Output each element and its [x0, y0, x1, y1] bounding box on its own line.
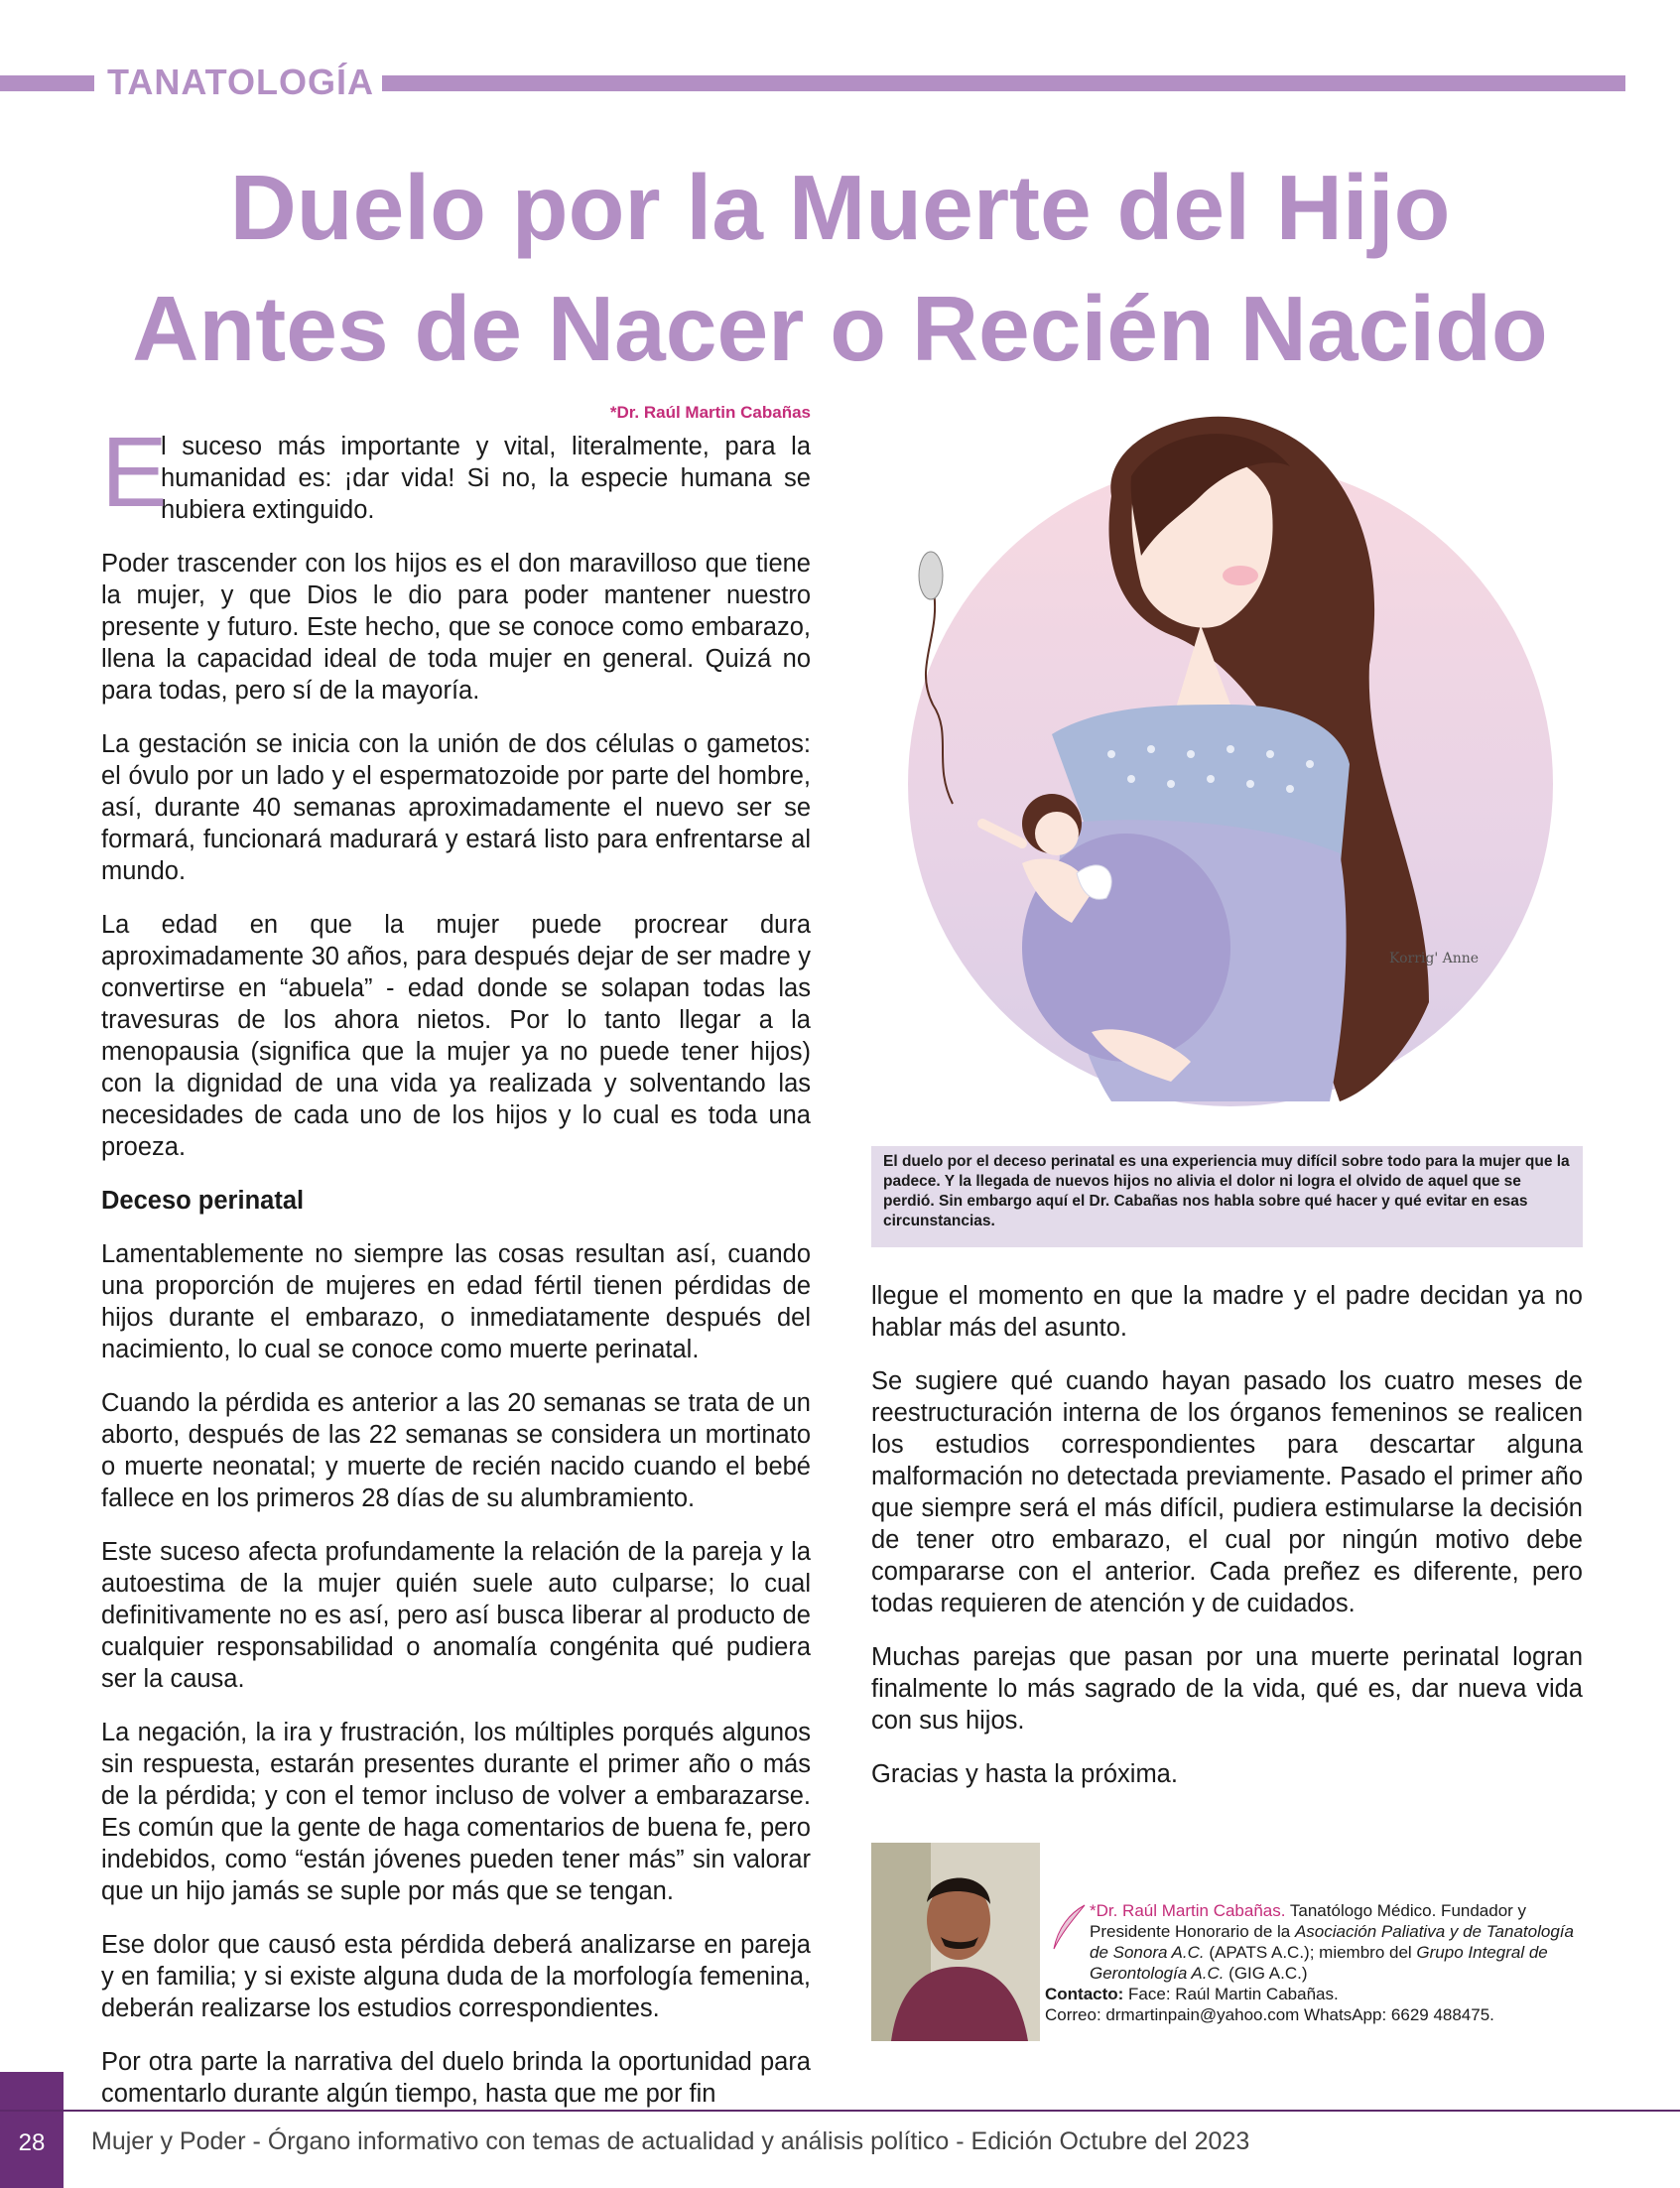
- bio-org: Asociación Paliativa y de Tanatología de Sonora A.C.: [1090, 1922, 1574, 1962]
- title-line-2: Antes de Nacer o Recién Nacido: [132, 277, 1548, 380]
- paragraph: La gestación se inicia con la unión de dos células o gametos: el óvulo por un lado y el espermatozoide por parte del hombre, así, durante 40 semanas aproximadamente el nuevo ser se formará, funcionará madurará y estará listo para enfrentarse al mundo.: [101, 730, 811, 885]
- bio-main: [1045, 1900, 1586, 1984]
- bio-text: (GIG A.C.): [1224, 1964, 1308, 1983]
- intro-paragraph: [101, 417, 811, 528]
- contact-label: Contacto:: [1045, 1985, 1124, 2003]
- paragraph: Se sugiere qué cuando hayan pasado los cuatro meses de reestructuración interna de los órganos femeninos se realicen los estudios correspondientes para descartar alguna malformación no detectada previamente. Pasado el primer año que siempre será el más difícil, pudiera estimularse la decisión de tener otro embarazo, el cual por ningún motivo debe compararse con el anterior. Cada preñez es diferente, pero todas requieren de atención y de cuidados.: [871, 1367, 1583, 1617]
- author-bio: [1045, 1900, 1586, 2025]
- bio-text: (APATS A.C.); miembro del: [1204, 1943, 1417, 1962]
- section-bar-left: [0, 75, 94, 91]
- bio-contact: [1045, 1984, 1586, 2004]
- paragraph: llegue el momento en que la madre y el padre decidan ya no hablar más del asunto.: [871, 1282, 1583, 1342]
- pregnant-woman-illustration: [873, 407, 1583, 1141]
- paragraph: Ese dolor que causó esta pérdida deberá analizarse en pareja y en familia; y si existe alguna duda de la morfología femenina, deberán realizarse los estudios correspondientes.: [101, 1931, 811, 2022]
- footer-divider: [0, 2110, 1680, 2112]
- paragraph: Por otra parte la narrativa del duelo brinda la oportunidad para comentarlo durante algún tiempo, hasta que me por fin: [101, 2048, 811, 2108]
- paragraph: Gracias y hasta la próxima.: [871, 1760, 1178, 1788]
- paragraph: Muchas parejas que pasan por una muerte perinatal logran finalmente lo más sagrado de la vida, qué es, dar nueva vida con sus hijos.: [871, 1643, 1583, 1735]
- drop-cap: E: [101, 417, 168, 528]
- contact-value: Face: Raúl Martin Cabañas.: [1123, 1985, 1339, 2003]
- paragraph: La edad en que la mujer puede procrear dura aproximadamente 30 años, para después dejar de ser madre y convertirse en “abuela” - edad donde se solapan todas las travesuras de los ahora nietos. Por lo tanto llegar a la menopausia (significa que la mujer ya no puede tener hijos) con la dignidad de una vida ya realizada y solventando las necesidades de cada uno de los hijos y lo cual es toda una proeza.: [101, 911, 811, 1161]
- author-photo: [871, 1843, 1040, 2041]
- intro-text: l suceso más importante y vital, literalmente, para la humanidad es: ¡dar vida! Si no, la especie humana se hubiera extinguido.: [161, 433, 811, 524]
- title-line-1: Duelo por la Muerte del Hijo: [229, 156, 1451, 259]
- illustration-signature: Korrig' Anne: [1389, 951, 1480, 966]
- paragraph: Poder trascender con los hijos es el don maravilloso que tiene la mujer, y que Dios le dio para poder mantener nuestro presente y futuro. Este hecho, que se conoce como embarazo, llena la capacidad ideal de toda mujer en general. Quizá no para todas, pero sí de la mayoría.: [101, 550, 811, 705]
- article-title: [60, 147, 1620, 389]
- section-label: TANATOLOGÍA: [99, 62, 382, 103]
- paragraph: Cuando la pérdida es anterior a las 20 semanas se trata de un aborto, después de las 22 semanas se considera un mortinato o muerte neonatal; y muerte de recién nacido cuando el bebé fallece en los primeros 28 días de su alumbramiento.: [101, 1389, 811, 1512]
- section-bar-right: [342, 75, 1625, 91]
- bio-text: Tanatólogo Médico. Fundador y Presidente Honorario de la: [1090, 1901, 1527, 1941]
- illustration-caption: El duelo por el deceso perinatal es una experiencia muy difícil sobre todo para la mujer que la padece. Y la llegada de nuevos hijos no alivia el dolor ni logra el olvido de aquel que se perdió. Sin embargo aquí el Dr. Cabañas nos habla sobre qué hacer y qué evitar en esas circunstancias.: [871, 1146, 1583, 1247]
- author-byline: *Dr. Raúl Martin Cabañas: [609, 403, 811, 422]
- left-column: [101, 403, 811, 2131]
- bio-name: *Dr. Raúl Martin Cabañas.: [1090, 1901, 1286, 1920]
- bio-org: Grupo Integral de Gerontología A.C.: [1090, 1943, 1548, 1983]
- footer-text: Mujer y Poder - Órgano informativo con temas de actualidad y análisis político - Edición Octubre del 2023: [91, 2127, 1250, 2155]
- right-column: [871, 1280, 1583, 1812]
- subheading: Deceso perinatal: [101, 1187, 305, 1215]
- bio-email: Correo: drmartinpain@yahoo.com WhatsApp: 6629 488475.: [1045, 2005, 1494, 2024]
- paragraph: La negación, la ira y frustración, los múltiples porqués algunos sin respuesta, estarán presentes durante el primer año o más de la pérdida; y con el temor incluso de volver a embarazarse. Es común que la gente de haga comentarios de buena fe, pero indebidos, como “están jóvenes pueden tener más” sin valorar que un hijo jamás se suple por más que se tengan.: [101, 1719, 811, 1905]
- page-number: 28: [18, 2129, 46, 2156]
- paragraph: Este suceso afecta profundamente la relación de la pareja y la autoestima de la mujer quién suele auto culparse; lo cual definitivamente no es así, pero así busca liberar al producto de cualquier responsabilidad o anomalía congénita qué pudiera ser la causa.: [101, 1538, 811, 1693]
- paragraph: Lamentablemente no siempre las cosas resultan así, cuando una proporción de mujeres en edad fértil tienen pérdidas de hijos durante el embarazo, o inmediatamente después del nacimiento, lo cual se conoce como muerte perinatal.: [101, 1240, 811, 1363]
